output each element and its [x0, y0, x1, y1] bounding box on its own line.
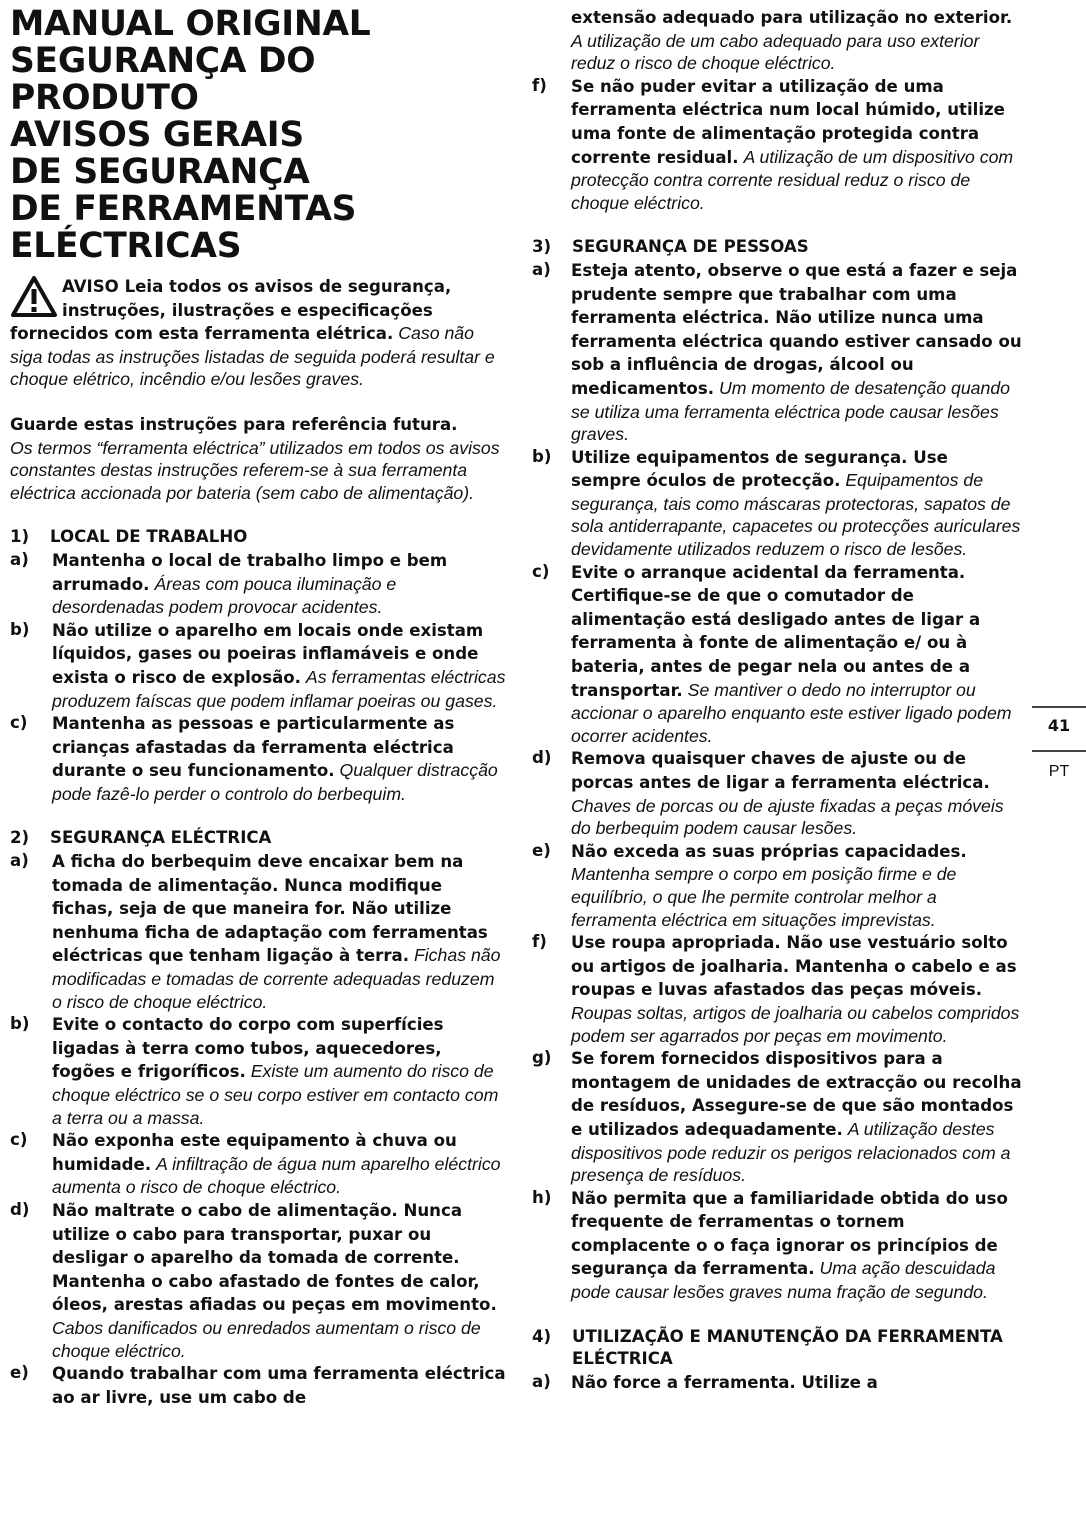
list-item	[532, 1371, 1022, 1395]
item-letter: c)	[532, 561, 550, 581]
item-bold: Mantenha o local de trabalho limpo e bem arrumado.	[52, 550, 448, 594]
item-bold: Mantenha as pessoas e particularmente as crianças afastadas da ferramenta eléctrica durante o seu funcionamento.	[52, 714, 455, 781]
side-divider-top	[1032, 706, 1086, 708]
list-item	[532, 446, 1022, 561]
item-bold: Não permita que a familiaridade obtida do uso frequente de ferramentas o tornem complacente o o faça ignorar os princípios de segurança da ferramenta.	[571, 1188, 1008, 1279]
item-letter: b)	[10, 619, 30, 639]
section-heading	[532, 236, 1022, 259]
item-bold: Não exceda as suas próprias capacidades.	[571, 841, 967, 861]
item-italic: Uma ação descuidada pode causar lesões graves numa fração de segundo.	[571, 1258, 996, 1303]
list-item	[532, 1187, 1022, 1304]
list-item	[10, 1362, 508, 1409]
list-item	[532, 259, 1022, 446]
item-letter: f)	[532, 75, 547, 95]
title-line: DE SEGURANÇA	[10, 152, 310, 192]
item-bold: Quando trabalhar com uma ferramenta eléctrica ao ar livre, use um cabo de	[52, 1364, 506, 1407]
section-heading	[532, 1326, 1022, 1371]
item-italic: Qualquer distracção pode fazê-lo perder o controlo do berbequim.	[52, 760, 498, 804]
item-italic: Cabos danificados ou enredados aumentam o risco de choque eléctrico.	[52, 1317, 481, 1361]
section-number: 1)	[10, 527, 30, 547]
title-line: DE FERRAMENTAS	[10, 189, 357, 229]
item-bold: Não exponha este equipamento à chuva ou humidade.	[52, 1131, 457, 1174]
keep-bold: Guarde estas instruções para referência futura.	[10, 414, 458, 434]
item-bold: Se forem fornecidos dispositivos para a montagem de unidades de extracção ou recolha de resíduos, Assegure-se de que são montados e utilizados adequadamente.	[571, 1049, 1022, 1139]
item-bold: Utilize equipamentos de segurança. Use sempre óculos de protecção.	[571, 447, 948, 491]
warning-bold: AVISO Leia todos os avisos de segurança, instruções, ilustrações e especificações fornecidos com esta ferramenta elétrica.	[10, 277, 452, 344]
item-letter: a)	[532, 1371, 551, 1391]
item-italic: Chaves de porcas ou de ajuste fixadas a peças móveis do berbequim podem causar lesões.	[571, 795, 1004, 839]
list-item	[10, 850, 508, 1013]
right-column	[532, 6, 1022, 1394]
list-item	[532, 561, 1022, 748]
item-letter: c)	[10, 713, 28, 733]
section-title: SEGURANÇA DE PESSOAS	[572, 237, 809, 257]
section-heading	[10, 526, 508, 549]
warning-paragraph	[10, 275, 508, 391]
item-bold: A ficha do berbequim deve encaixar bem na tomada de alimentação. Nunca modifique fichas, seja de que maneira for. Não utilize nenhuma ficha de adaptação com ferramentas eléctricas que tenham ligação à terra.	[52, 852, 488, 966]
item-italic: As ferramentas eléctricas produzem faíscas que podem inflamar poeiras ou gases.	[52, 666, 506, 711]
section-heading	[10, 827, 508, 850]
item-letter: a)	[10, 851, 29, 871]
page-number: 41	[1047, 716, 1071, 735]
item-letter: c)	[10, 1130, 28, 1150]
item-italic: Roupas soltas, artigos de joalharia ou cabelos compridos podem ser agarrados por peças em movimento.	[571, 1002, 1020, 1046]
title-line: MANUAL ORIGINAL	[10, 4, 371, 44]
page-title	[10, 6, 508, 265]
section-number: 4)	[532, 1326, 552, 1346]
item-italic: Mantenha sempre o corpo em posição firme e de equilíbrio, o que lhe permite controlar melhor a ferramenta eléctrica em situações imprevistas.	[571, 864, 957, 930]
item-italic: A infiltração de água num aparelho eléctrico aumenta o risco de choque eléctrico.	[52, 1153, 501, 1198]
list-item	[10, 712, 508, 805]
item-letter: e)	[10, 1363, 29, 1383]
left-column	[10, 6, 508, 1409]
item-italic: Se mantiver o dedo no interruptor ou accionar o aparelho enquanto este estiver ligado podem ocorrer acidentes.	[571, 679, 1012, 746]
language-label: PT	[1048, 763, 1070, 780]
item-letter: a)	[10, 549, 29, 569]
item-letter: f)	[532, 932, 547, 952]
title-line: AVISOS GERAIS	[10, 115, 304, 155]
item-letter: b)	[10, 1014, 30, 1034]
item-italic: Equipamentos de segurança, tais como máscaras protectoras, sapatos de sola antiderrapante, capacetes ou protecções auriculares devidamente utilizados reduzem o risco de lesões.	[571, 470, 1021, 560]
list-item	[10, 1129, 508, 1199]
item-bold: Não force a ferramenta. Utilize a	[571, 1372, 878, 1392]
title-line: SEGURANÇA DO	[10, 41, 316, 81]
list-item	[532, 75, 1022, 215]
item-bold: Remova quaisquer chaves de ajuste ou de porcas antes de ligar a ferramenta eléctrica.	[571, 749, 990, 792]
item-italic: Um momento de desatenção quando se utiliza uma ferramenta eléctrica pode causar lesões graves.	[571, 377, 1011, 445]
section-title: UTILIZAÇÃO E MANUTENÇÃO DA FERRAMENTA ELÉCTRICA	[572, 1326, 1003, 1369]
title-line: PRODUTO	[10, 78, 199, 118]
item-letter: h)	[532, 1187, 552, 1207]
item-letter: d)	[10, 1199, 30, 1219]
item-bold: Use roupa apropriada. Não use vestuário solto ou artigos de joalharia. Mantenha o cabelo e as roupas e luvas afastados das peças móveis.	[571, 933, 1017, 1000]
list-item	[532, 931, 1022, 1047]
item-italic: Áreas com pouca iluminação e desordenadas podem provocar acidentes.	[52, 573, 397, 618]
list-item	[10, 549, 508, 619]
section-title: LOCAL DE TRABALHO	[50, 527, 248, 547]
item-bold: Se não puder evitar a utilização de uma ferramenta eléctrica num local húmido, utilize uma fonte de alimentação protegida contra corrente residual.	[571, 76, 1005, 167]
list-item	[10, 1013, 508, 1129]
item-bold: Esteja atento, observe o que está a fazer e seja prudente sempre que trabalhar com uma ferramenta eléctrica. Não utilize nunca uma ferramenta eléctrica quando estiver cansado ou sob a influência de drogas, álcool ou medicamentos.	[571, 260, 1022, 398]
section-number: 2)	[10, 828, 30, 848]
title-line: ELÉCTRICAS	[10, 226, 242, 266]
item-letter: e)	[532, 840, 551, 860]
section-number: 3)	[532, 237, 552, 257]
item-bold: Evite o arranque acidental da ferramenta. Certifique-se de que o comutador de alimentação está desligado antes de ligar a ferramenta à fonte de alimentação e/ ou à bateria, antes de pegar nela ou antes de a transportar.	[571, 562, 981, 700]
item-italic: Existe um aumento do risco de choque eléctrico se o seu corpo estiver em contacto com a terra ou a massa.	[52, 1061, 499, 1128]
list-item	[532, 1047, 1022, 1187]
item-letter: b)	[532, 446, 552, 466]
side-divider-bottom	[1032, 750, 1086, 752]
keep-instructions	[10, 413, 508, 504]
item-bold: Não maltrate o cabo de alimentação. Nunca utilize o cabo para transportar, puxar ou desligar o aparelho da tomada de corrente. Mantenha o cabo afastado de fontes de calor, óleos, arestas afiadas ou peças em movimento.	[52, 1200, 497, 1315]
list-item	[10, 619, 508, 712]
item-bold: extensão adequado para utilização no exterior.	[571, 8, 1013, 27]
item-bold: Evite o contacto do corpo com superfícies ligadas à terra como tubos, aquecedores, fogões e frigoríficos.	[52, 1015, 444, 1082]
item-letter: a)	[532, 259, 551, 279]
section-title: SEGURANÇA ELÉCTRICA	[50, 828, 272, 848]
keep-italic: Os termos “ferramenta eléctrica” utilizados em todos os avisos constantes destas instruções referem-se à sua ferramenta eléctrica accionada por bateria (sem cabo de alimentação).	[10, 437, 500, 503]
warning-italic: Caso não siga todas as instruções listadas de seguida poderá resultar e choque elétrico, incêndio e/ou lesões graves.	[10, 323, 495, 390]
item-italic: Fichas não modificadas e tomadas de corrente adequadas reduzem o risco de choque eléctrico.	[52, 945, 501, 1012]
item-letter: d)	[532, 748, 552, 768]
list-item	[532, 747, 1022, 839]
list-item	[532, 840, 1022, 931]
item-italic: A utilização de um dispositivo com protecção contra corrente residual reduz o risco de choque eléctrico.	[571, 146, 1014, 213]
item-bold: Não utilize o aparelho em locais onde existam líquidos, gases ou poeiras inflamáveis e onde exista o risco de explosão.	[52, 620, 484, 687]
list-item	[10, 1199, 508, 1362]
warning-triangle-icon	[10, 275, 58, 319]
item-italic: A utilização destes dispositivos pode reduzir os perigos relacionados com a presença de resíduos.	[571, 1118, 1011, 1186]
item-letter: g)	[532, 1048, 552, 1068]
item-italic: A utilização de um cabo adequado para uso exterior reduz o risco de choque eléctrico.	[571, 30, 980, 74]
list-item-continued	[532, 6, 1022, 75]
